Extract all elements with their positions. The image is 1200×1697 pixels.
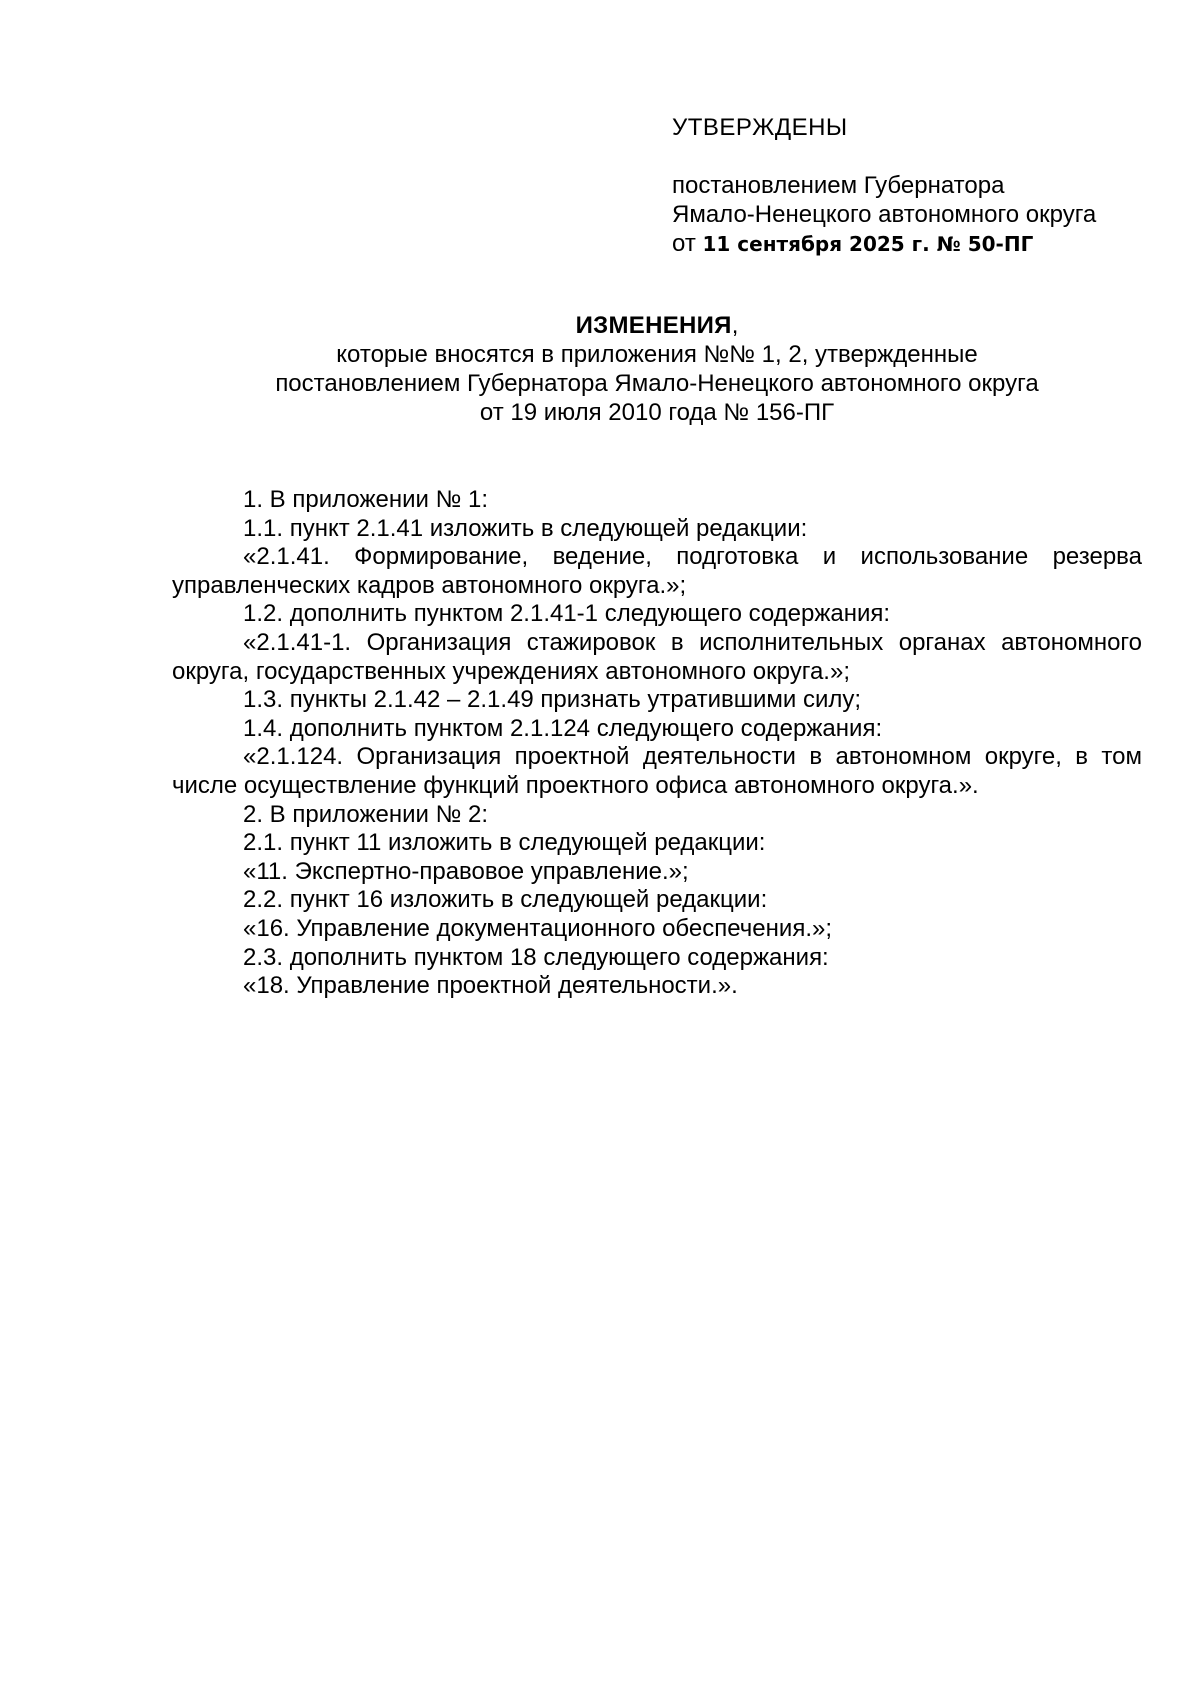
paragraph: «11. Экспертно-правовое управление.»; <box>243 857 689 885</box>
approval-line-1: постановлением Губернатора <box>672 172 1005 199</box>
paragraph: 1. В приложении № 1: <box>243 486 489 513</box>
heading-title-line <box>172 311 1142 340</box>
paragraph: «18. Управление проектной деятельности.». <box>243 972 738 1000</box>
approval-date-prefix: от <box>672 230 696 257</box>
heading-line-1: которые вносятся в приложения №№ 1, 2, утвержденные <box>336 341 978 368</box>
heading-title: ИЗМЕНЕНИЯ <box>575 312 732 339</box>
paragraph: «16. Управление документационного обеспечения.»; <box>243 914 832 942</box>
paragraph: «2.1.124. Организация проектной деятельности в автономном округе, в том числе осуществление функций проектного офиса автономного округа.». <box>172 743 1142 799</box>
approval-block <box>672 113 1172 259</box>
heading-title-suffix: , <box>731 312 739 339</box>
heading-line-2: постановлением Губернатора Ямало-Ненецкого автономного округа <box>275 370 1039 397</box>
paragraph: 1.3. пункты 2.1.42 – 2.1.49 признать утратившими силу; <box>243 686 862 714</box>
paragraph: 2.2. пункт 16 изложить в следующей редакции: <box>243 886 768 914</box>
paragraph: 1.2. дополнить пунктом 2.1.41-1 следующего содержания: <box>243 600 891 628</box>
approval-date-line <box>672 229 1172 259</box>
approval-stamp: УТВЕРЖДЕНЫ <box>672 114 848 141</box>
paragraph: 1.4. дополнить пунктом 2.1.124 следующего содержания: <box>243 714 883 742</box>
paragraph: «2.1.41-1. Организация стажировок в исполнительных органах автономного округа, государственных учреждениях автономного округа.»; <box>172 628 1142 685</box>
approval-line-2: Ямало-Ненецкого автономного округа <box>672 201 1097 228</box>
heading-line-3: от 19 июля 2010 года № 156-ПГ <box>479 399 835 426</box>
paragraph: «2.1.41. Формирование, ведение, подготовка и использование резерва управленческих кадров автономного округа.»; <box>172 543 1142 599</box>
paragraph: 2. В приложении № 2: <box>243 800 489 828</box>
document-body <box>172 486 1142 1001</box>
document-heading <box>172 311 1142 427</box>
paragraph: 1.1. пункт 2.1.41 изложить в следующей редакции: <box>243 514 808 542</box>
approval-date-ref: 11 сентября 2025 г. № 50-ПГ <box>702 232 1034 256</box>
paragraph: 2.3. дополнить пунктом 18 следующего содержания: <box>243 943 829 971</box>
paragraph: 2.1. пункт 11 изложить в следующей редакции: <box>243 829 766 857</box>
